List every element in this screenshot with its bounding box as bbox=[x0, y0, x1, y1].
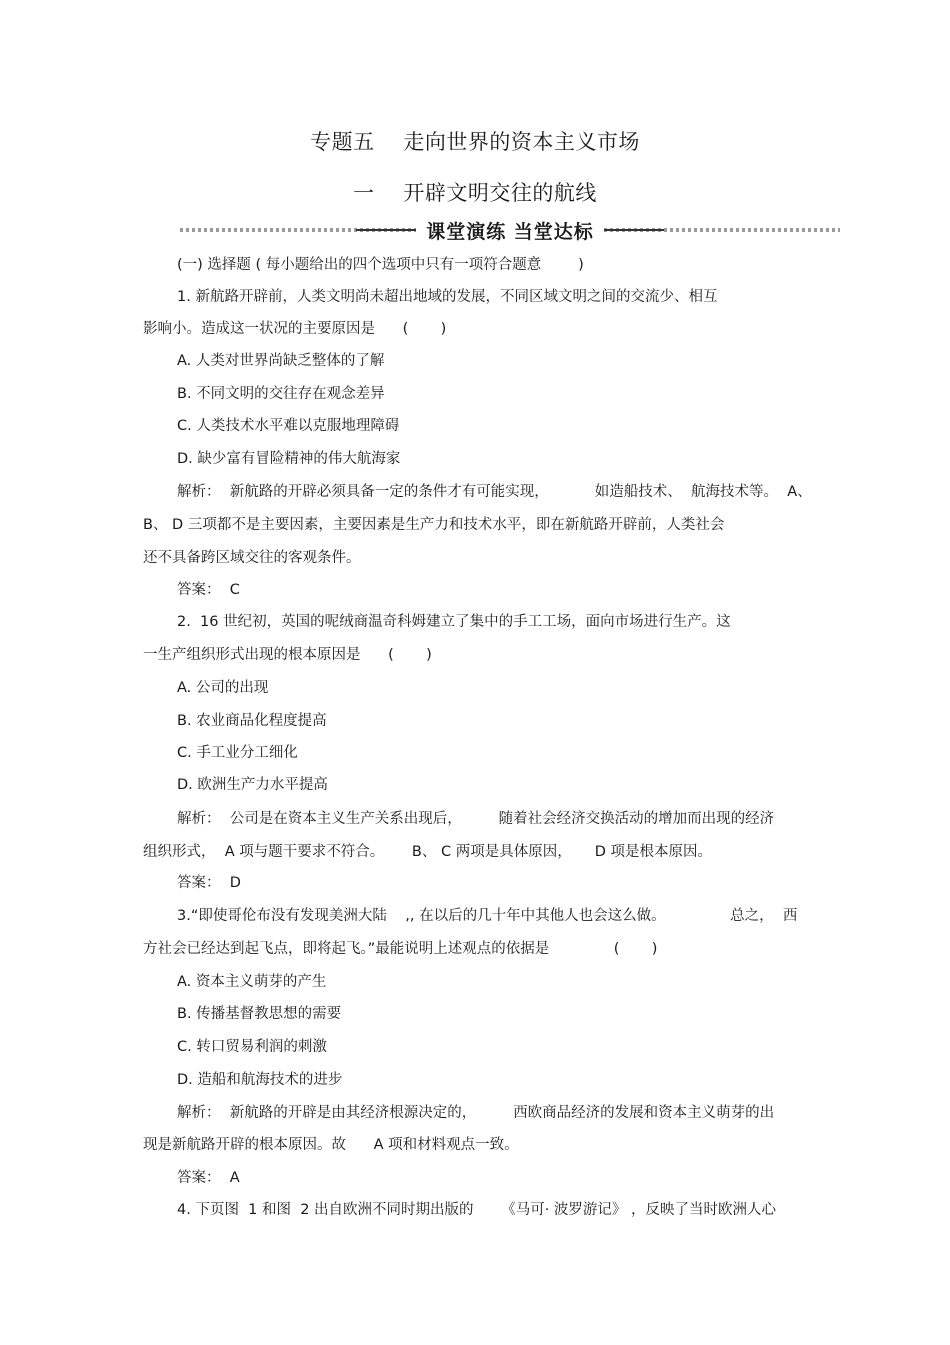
q3-stem-line2: 方社会已经达到起飞点，即将起飞。”最能说明上述观点的依据是 ( ) bbox=[143, 941, 658, 957]
banner-text: 课堂演练 当堂达标 bbox=[426, 221, 594, 243]
q3-option-d: D. 造船和航海技术的进步 bbox=[177, 1072, 343, 1088]
chapter-title: 专题五 走向世界的资本主义市场 bbox=[310, 130, 640, 154]
q3-option-b: B. 传播基督教思想的需要 bbox=[177, 1006, 342, 1022]
section-heading: (一) 选择题 ( 每小题给出的四个选项中只有一项符合题意 ) bbox=[177, 257, 584, 273]
q2-stem-line2: 一生产组织形式出现的根本原因是 ( ) bbox=[143, 647, 432, 663]
q1-explanation-line1: 解析： 新航路的开辟必须具备一定的条件才有可能实现， 如造船技术、 航海技术等。 A、 bbox=[177, 484, 812, 500]
q1-explanation-line3: 还不具备跨区域交往的客观条件。 bbox=[143, 550, 361, 566]
q1-option-a: A. 人类对世界尚缺乏整体的了解 bbox=[177, 353, 385, 369]
q2-answer: 答案： D bbox=[177, 875, 241, 891]
q3-explanation-line2: 现是新航路开辟的根本原因。故 A 项和材料观点一致。 bbox=[143, 1137, 519, 1153]
q3-answer: 答案： A bbox=[177, 1170, 240, 1186]
q1-stem-line2: 影响小。造成这一状况的主要原因是 ( ) bbox=[143, 321, 447, 337]
lesson-title: 一 开辟文明交往的航线 bbox=[353, 181, 597, 205]
q1-option-b: B. 不同文明的交往存在观念差异 bbox=[177, 386, 385, 402]
q1-answer: 答案： C bbox=[177, 582, 240, 598]
q1-option-d: D. 缺少富有冒险精神的伟大航海家 bbox=[177, 451, 401, 467]
q1-stem-line1: 1. 新航路开辟前，人类文明尚未超出地域的发展，不同区域文明之间的交流少、相互 bbox=[177, 289, 718, 305]
q3-explanation-line1: 解析： 新航路的开辟是由其经济根源决定的， 西欧商品经济的发展和资本主义萌芽的出 bbox=[177, 1105, 775, 1121]
q2-explanation-line1: 解析： 公司是在资本主义生产关系出现后， 随着社会经济交换活动的增加而出现的经济 bbox=[177, 811, 775, 827]
q2-option-b: B. 农业商品化程度提高 bbox=[177, 713, 327, 729]
q1-explanation-line2: B、 D 三项都不是主要因素，主要因素是生产力和技术水平，即在新航路开辟前，人类社会 bbox=[143, 517, 725, 533]
q3-option-a: A. 资本主义萌芽的产生 bbox=[177, 974, 327, 990]
q2-option-c: C. 手工业分工细化 bbox=[177, 745, 298, 761]
q3-stem-line1: 3.“即使哥伦布没有发现美洲大陆 ,, 在以后的几十年中其他人也会这么做。 总之， 西 bbox=[177, 908, 798, 924]
q1-option-c: C. 人类技术水平难以克服地理障碍 bbox=[177, 418, 400, 434]
q2-explanation-line2: 组织形式， A 项与题干要求不符合。 B、 C 两项是具体原因， D 项是根本原因。 bbox=[143, 844, 713, 860]
q2-option-d: D. 欧洲生产力水平提高 bbox=[177, 777, 328, 793]
q3-option-c: C. 转口贸易利润的刺激 bbox=[177, 1039, 327, 1055]
q2-option-a: A. 公司的出现 bbox=[177, 680, 269, 696]
q4-stem-line1: 4. 下页图 1 和图 2 出自欧洲不同时期出版的 《马可· 波罗游记》 ，反映了当时欧洲人心 bbox=[177, 1202, 777, 1218]
q2-stem-line1: 2. 16 世纪初，英国的呢绒商温奇科姆建立了集中的手工工场，面向市场进行生产。这 bbox=[177, 614, 731, 630]
section-banner bbox=[180, 217, 840, 243]
